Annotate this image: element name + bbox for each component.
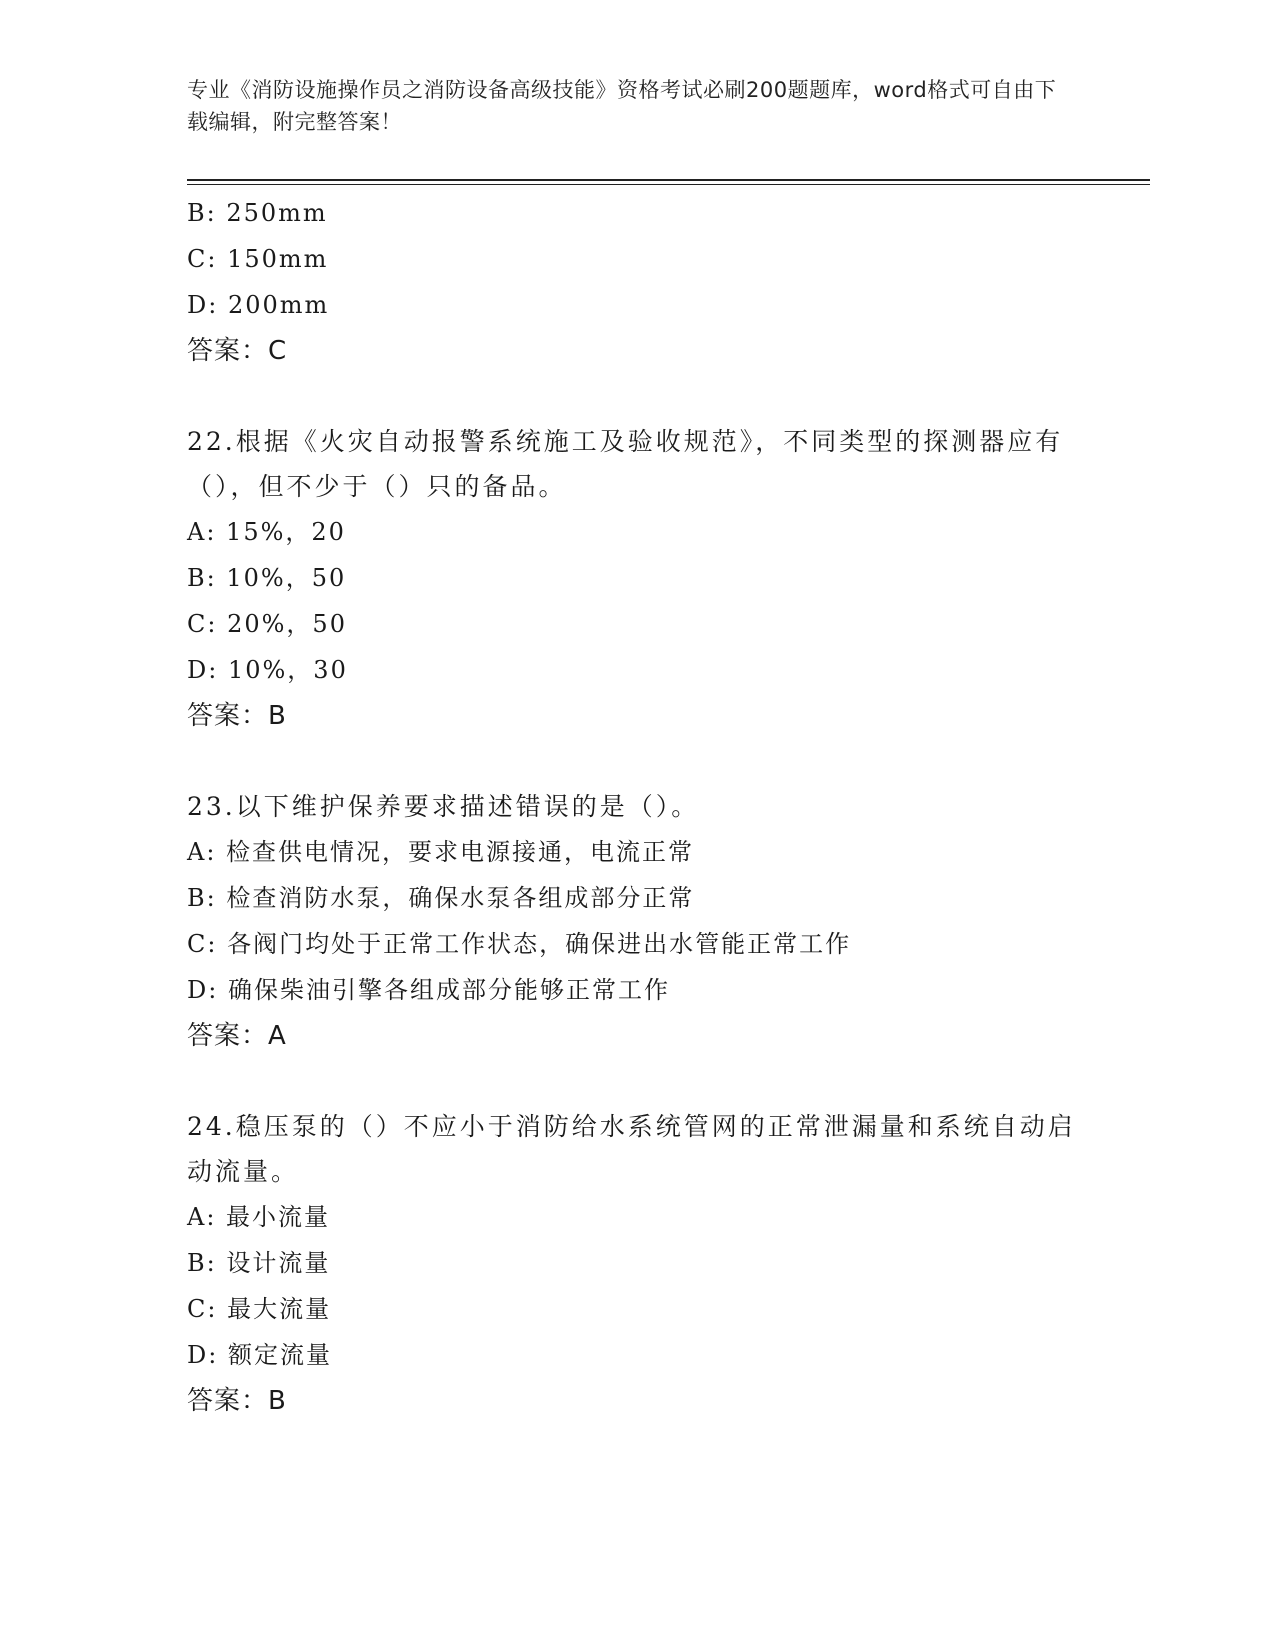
option-c: C: 各阀门均处于正常工作状态，确保进出水管能正常工作 bbox=[187, 930, 852, 958]
option-b: B: 检查消防水泵，确保水泵各组成部分正常 bbox=[187, 884, 695, 912]
option-a: A: 15%，20 bbox=[187, 518, 346, 546]
question-24 bbox=[187, 1104, 1087, 1424]
answer-line: 答案：B bbox=[187, 1386, 287, 1416]
option-d: D: 额定流量 bbox=[187, 1341, 332, 1369]
header-rule-thick bbox=[187, 179, 1150, 181]
spacer bbox=[187, 1059, 1087, 1104]
option-d: D: 10%，30 bbox=[187, 656, 348, 684]
answer-line: 答案：C bbox=[187, 336, 288, 366]
option-b: B: 10%，50 bbox=[187, 564, 347, 592]
question-stem: 22.根据《火灾自动报警系统施工及验收规范》，不同类型的探测器应有（），但不少于（）只的备品。 bbox=[187, 427, 1064, 501]
option-a: A: 最小流量 bbox=[187, 1203, 331, 1231]
spacer bbox=[187, 374, 1087, 419]
option-d: D: 200mm bbox=[187, 291, 330, 319]
document-header: 专业《消防设施操作员之消防设备高级技能》资格考试必刷200题题库，word格式可自由下载编辑，附完整答案！ bbox=[187, 78, 1057, 134]
option-c: C: 20%，50 bbox=[187, 610, 347, 638]
question-22 bbox=[187, 419, 1087, 739]
question-23 bbox=[187, 784, 1087, 1059]
option-c: C: 150mm bbox=[187, 245, 329, 273]
option-b: B: 250mm bbox=[187, 199, 328, 227]
answer-line: 答案：B bbox=[187, 701, 287, 731]
question-stem: 23.以下维护保养要求描述错误的是（）。 bbox=[187, 792, 700, 821]
answer-line: 答案：A bbox=[187, 1021, 287, 1051]
prev-question bbox=[187, 190, 1087, 374]
question-stem: 24.稳压泵的（）不应小于消防给水系统管网的正常泄漏量和系统自动启动流量。 bbox=[187, 1112, 1076, 1186]
header-rule-thin bbox=[187, 184, 1150, 185]
spacer bbox=[187, 739, 1087, 784]
question-content bbox=[187, 190, 1087, 1424]
option-c: C: 最大流量 bbox=[187, 1295, 332, 1323]
option-a: A: 检查供电情况，要求电源接通，电流正常 bbox=[187, 838, 695, 866]
option-d: D: 确保柴油引擎各组成部分能够正常工作 bbox=[187, 976, 670, 1004]
option-b: B: 设计流量 bbox=[187, 1249, 331, 1277]
